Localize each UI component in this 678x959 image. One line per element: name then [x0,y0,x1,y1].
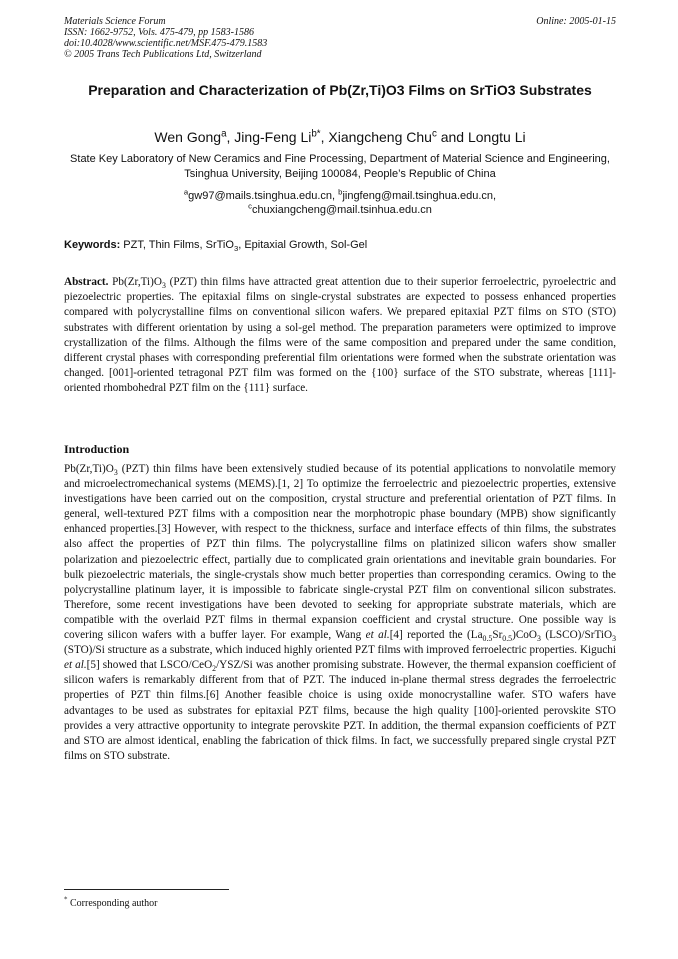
intro-text: (PZT) thin films have been extensively studied because of its potential applications to nonvolatile memory and microelectromechanical systems (MEMS).[1, 2] To optimize the ferroelectric and piezoelectric properties, extensive investigations have been carried out on the composition, crystal structure and preferential orientation of PZT films. In general, well-textured PZT films with a composition near the morphotropic phase boundary (MPB) show significantly enhanced properties.[3] However, with respect to the thickness, surface and interface effects of thin films, the substrates also affect the properties of PZT thin films. The polycrystalline films on platinized silicon wafers show smaller polarization and piezoelectric effect, partially due to complicated grain orientations and inevitable grain boundaries. For bulk piezoelectric materials, the single-crystals show much better properties than corresponding ceramics. Owing to the polycrystalline platinum layer, it is impossible to fabricate single-crystal PZT film on conventional silicon substrates. Therefore, some recent investigations have been devoted to seeking for appropriate substrate materials, which are compatible with the overlaid PZT films in thermal expansion coefficient and crystal structure. One possible way is covering silicon wafers with a buffer layer. For example, Wang [64,463,616,642]
intro-subscript: 3 [612,634,616,644]
abstract-label: Abstract. [64,276,109,288]
author-name: , Jing-Feng Li [226,129,312,145]
copyright-line: © 2005 Trans Tech Publications Ltd, Switzerland [64,49,262,60]
journal-name: Materials Science Forum [64,16,166,27]
journal-header [64,16,616,60]
keywords-text: , Epitaxial Growth, Sol-Gel [238,239,368,251]
author-list [64,129,616,145]
intro-text: )CoO [512,629,537,642]
abstract-text: (PZT) thin films have attracted great attention due to their superior ferroelectric, pyroelectric and piezoelectric properties. The epitaxial films on single-crystal substrates are expected to possess enhanced properties compared with polycrystalline films on conventional silicon wafers. We prepared epitaxial PZT films on STO (STO) substrates with different orientation by using a sol-gel method. The preparation parameters were optimized to improve crystallization of the films. Although the films were of the same composition and prepared under the same condition, different crystal phases with corresponding preferential film orientations were formed when the substrate orientation was changed. [001]-oriented tetragonal PZT film was formed on the {100} surface of the STO substrate, whereas [111]-oriented rhombohedral PZT film on the {111} surface. [64,276,616,395]
footnote-text: Corresponding author [67,898,158,909]
email-line-2 [64,203,616,217]
email-address: jingfeng@mail.tsinghua.edu.cn, [342,190,497,202]
author-name: and Longtu Li [436,129,526,145]
email-line-1 [64,189,616,203]
footnote [64,895,158,910]
abstract [64,275,616,397]
footnote-divider [64,889,229,890]
intro-text: [4] reported the (La [389,629,483,642]
email-address: gw97@mails.tsinghua.edu.cn, [188,190,339,202]
email-superscript: c [248,201,252,211]
intro-text: (LSCO)/SrTiO [540,629,613,642]
author-superscript: b* [311,128,321,140]
intro-text: [5] showed that LSCO/CeO [86,659,213,672]
footnote-mark: * [64,895,68,904]
intro-subscript: 0.5 [482,634,493,644]
keywords-label: Keywords: [64,239,121,251]
abstract-text: Pb(Zr,Ti)O [108,276,162,288]
intro-subscript: 0.5 [502,634,513,644]
doi-line: doi:10.4028/www.scientific.net/MSF.475-479.1583 [64,38,268,49]
email-superscript: a [183,187,189,197]
introduction-paragraph [64,462,616,764]
affiliation: State Key Laboratory of New Ceramics and Fine Processing, Department of Material Science and Engineering, Tsinghua University, Beijing 100084, People’s Republic of China [70,153,610,180]
intro-subscript: 3 [113,468,118,478]
intro-text: Sr [492,629,503,642]
keywords-subscript: 3 [233,244,239,254]
paper-title: Preparation and Characterization of Pb(Zr,Ti)O3 Films on SrTiO3 Substrates [88,82,592,98]
email-block [64,189,616,217]
email-superscript: b [338,187,343,197]
intro-text: (STO)/Si structure as a substrate, which induced highly oriented PZT films with improved ferroelectric properties. Kiguchi [64,644,616,657]
intro-subscript: 3 [536,634,541,644]
author-superscript: a [221,128,227,140]
keywords [64,238,616,252]
intro-italic: et al. [365,629,390,642]
online-date: Online: 2005-01-15 [536,16,616,27]
intro-text: Pb(Zr,Ti)O [64,463,114,475]
intro-subscript: 2 [212,664,217,674]
author-name: Wen Gong [154,129,222,145]
email-address: chuxiangcheng@mail.tsinhua.edu.cn [251,204,432,216]
author-superscript: c [431,128,437,140]
abstract-subscript: 3 [161,281,166,291]
author-name: , Xiangcheng Chu [320,129,432,145]
keywords-text: PZT, Thin Films, SrTiO [120,239,234,251]
issn-line: ISSN: 1662-9752, Vols. 475-479, pp 1583-1586 [64,27,254,38]
intro-italic: et al. [64,659,87,672]
intro-text: /YSZ/Si was another promising substrate. However, the thermal expansion coefficient of silicon wafers is remarkably different from that of PZT. The induced in-plane thermal stress degrades the ferroelectric properties of PZT thin films.[6] Another feasible choice is using oxide monocrystalline wafer. STO wafers have advantages to be used as substrates for epitaxial PZT films, because the high quality [100]-oriented perovskite STO provides a very attractive opportunity to integrate perovskite PZT. In addition, the thermal expansion coefficients of PZT and STO are almost identical, enabling the fabrication of thick films. In fact, we successfully prepared single crystal PZT films on STO substrate. [64,659,617,762]
section-heading-introduction: Introduction [64,442,130,456]
